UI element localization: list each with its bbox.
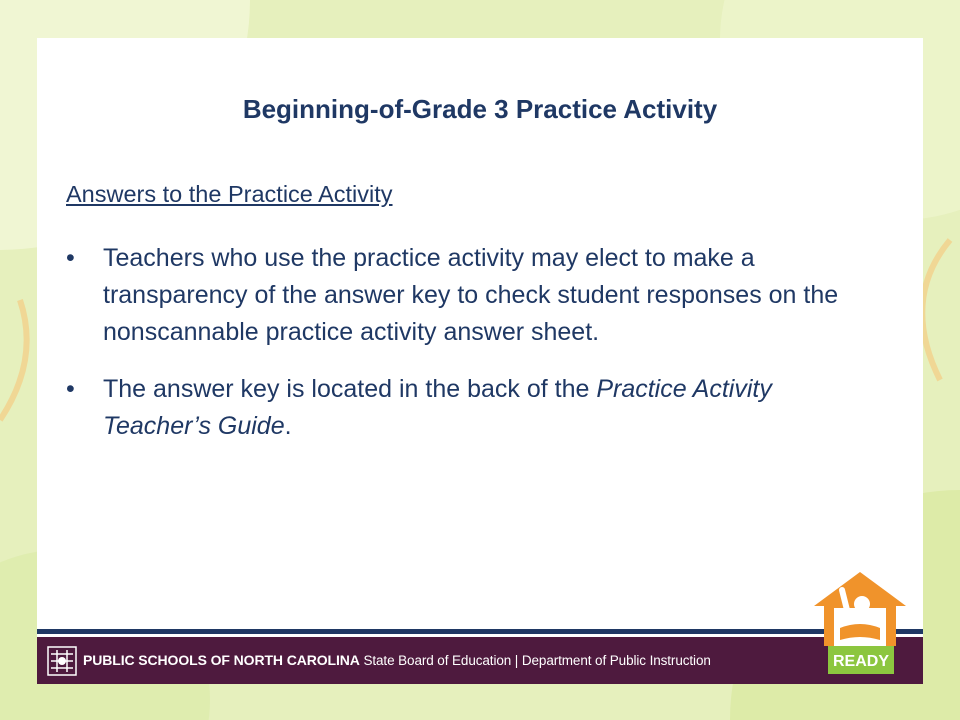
ready-house-icon — [812, 570, 908, 680]
page-title: Beginning-of-Grade 3 Practice Activity — [242, 94, 718, 124]
guide-title: Practice Activity Teacher’s Guide — [103, 375, 772, 440]
bullet-marker: • — [66, 244, 75, 272]
bullet-text: The answer key is located in the back of the — [103, 375, 597, 403]
bullet-item — [66, 240, 866, 351]
footer-org: PUBLIC SCHOOLS OF NORTH CAROLINA — [83, 652, 360, 668]
slide-content — [37, 38, 923, 682]
bullet-text-end: . — [284, 412, 292, 440]
bullet-text: Teachers who use the practice activity may elect to make a transparency of the answer key to check student responses on the nonscannable practice activity answer sheet. — [103, 244, 839, 346]
footer-text — [83, 652, 711, 668]
footer-divisions: State Board of Education | Department of Public Instruction — [363, 653, 711, 668]
bullet-item — [66, 371, 866, 445]
ready-logo — [812, 570, 908, 680]
nc-seal-icon — [47, 646, 77, 676]
bullet-list — [66, 240, 866, 465]
footer-divider — [37, 629, 923, 634]
footer-bar — [37, 637, 923, 684]
section-heading: Answers to the Practice Activity — [66, 181, 393, 207]
bullet-marker: • — [66, 375, 75, 403]
ready-label: READY — [832, 653, 890, 670]
